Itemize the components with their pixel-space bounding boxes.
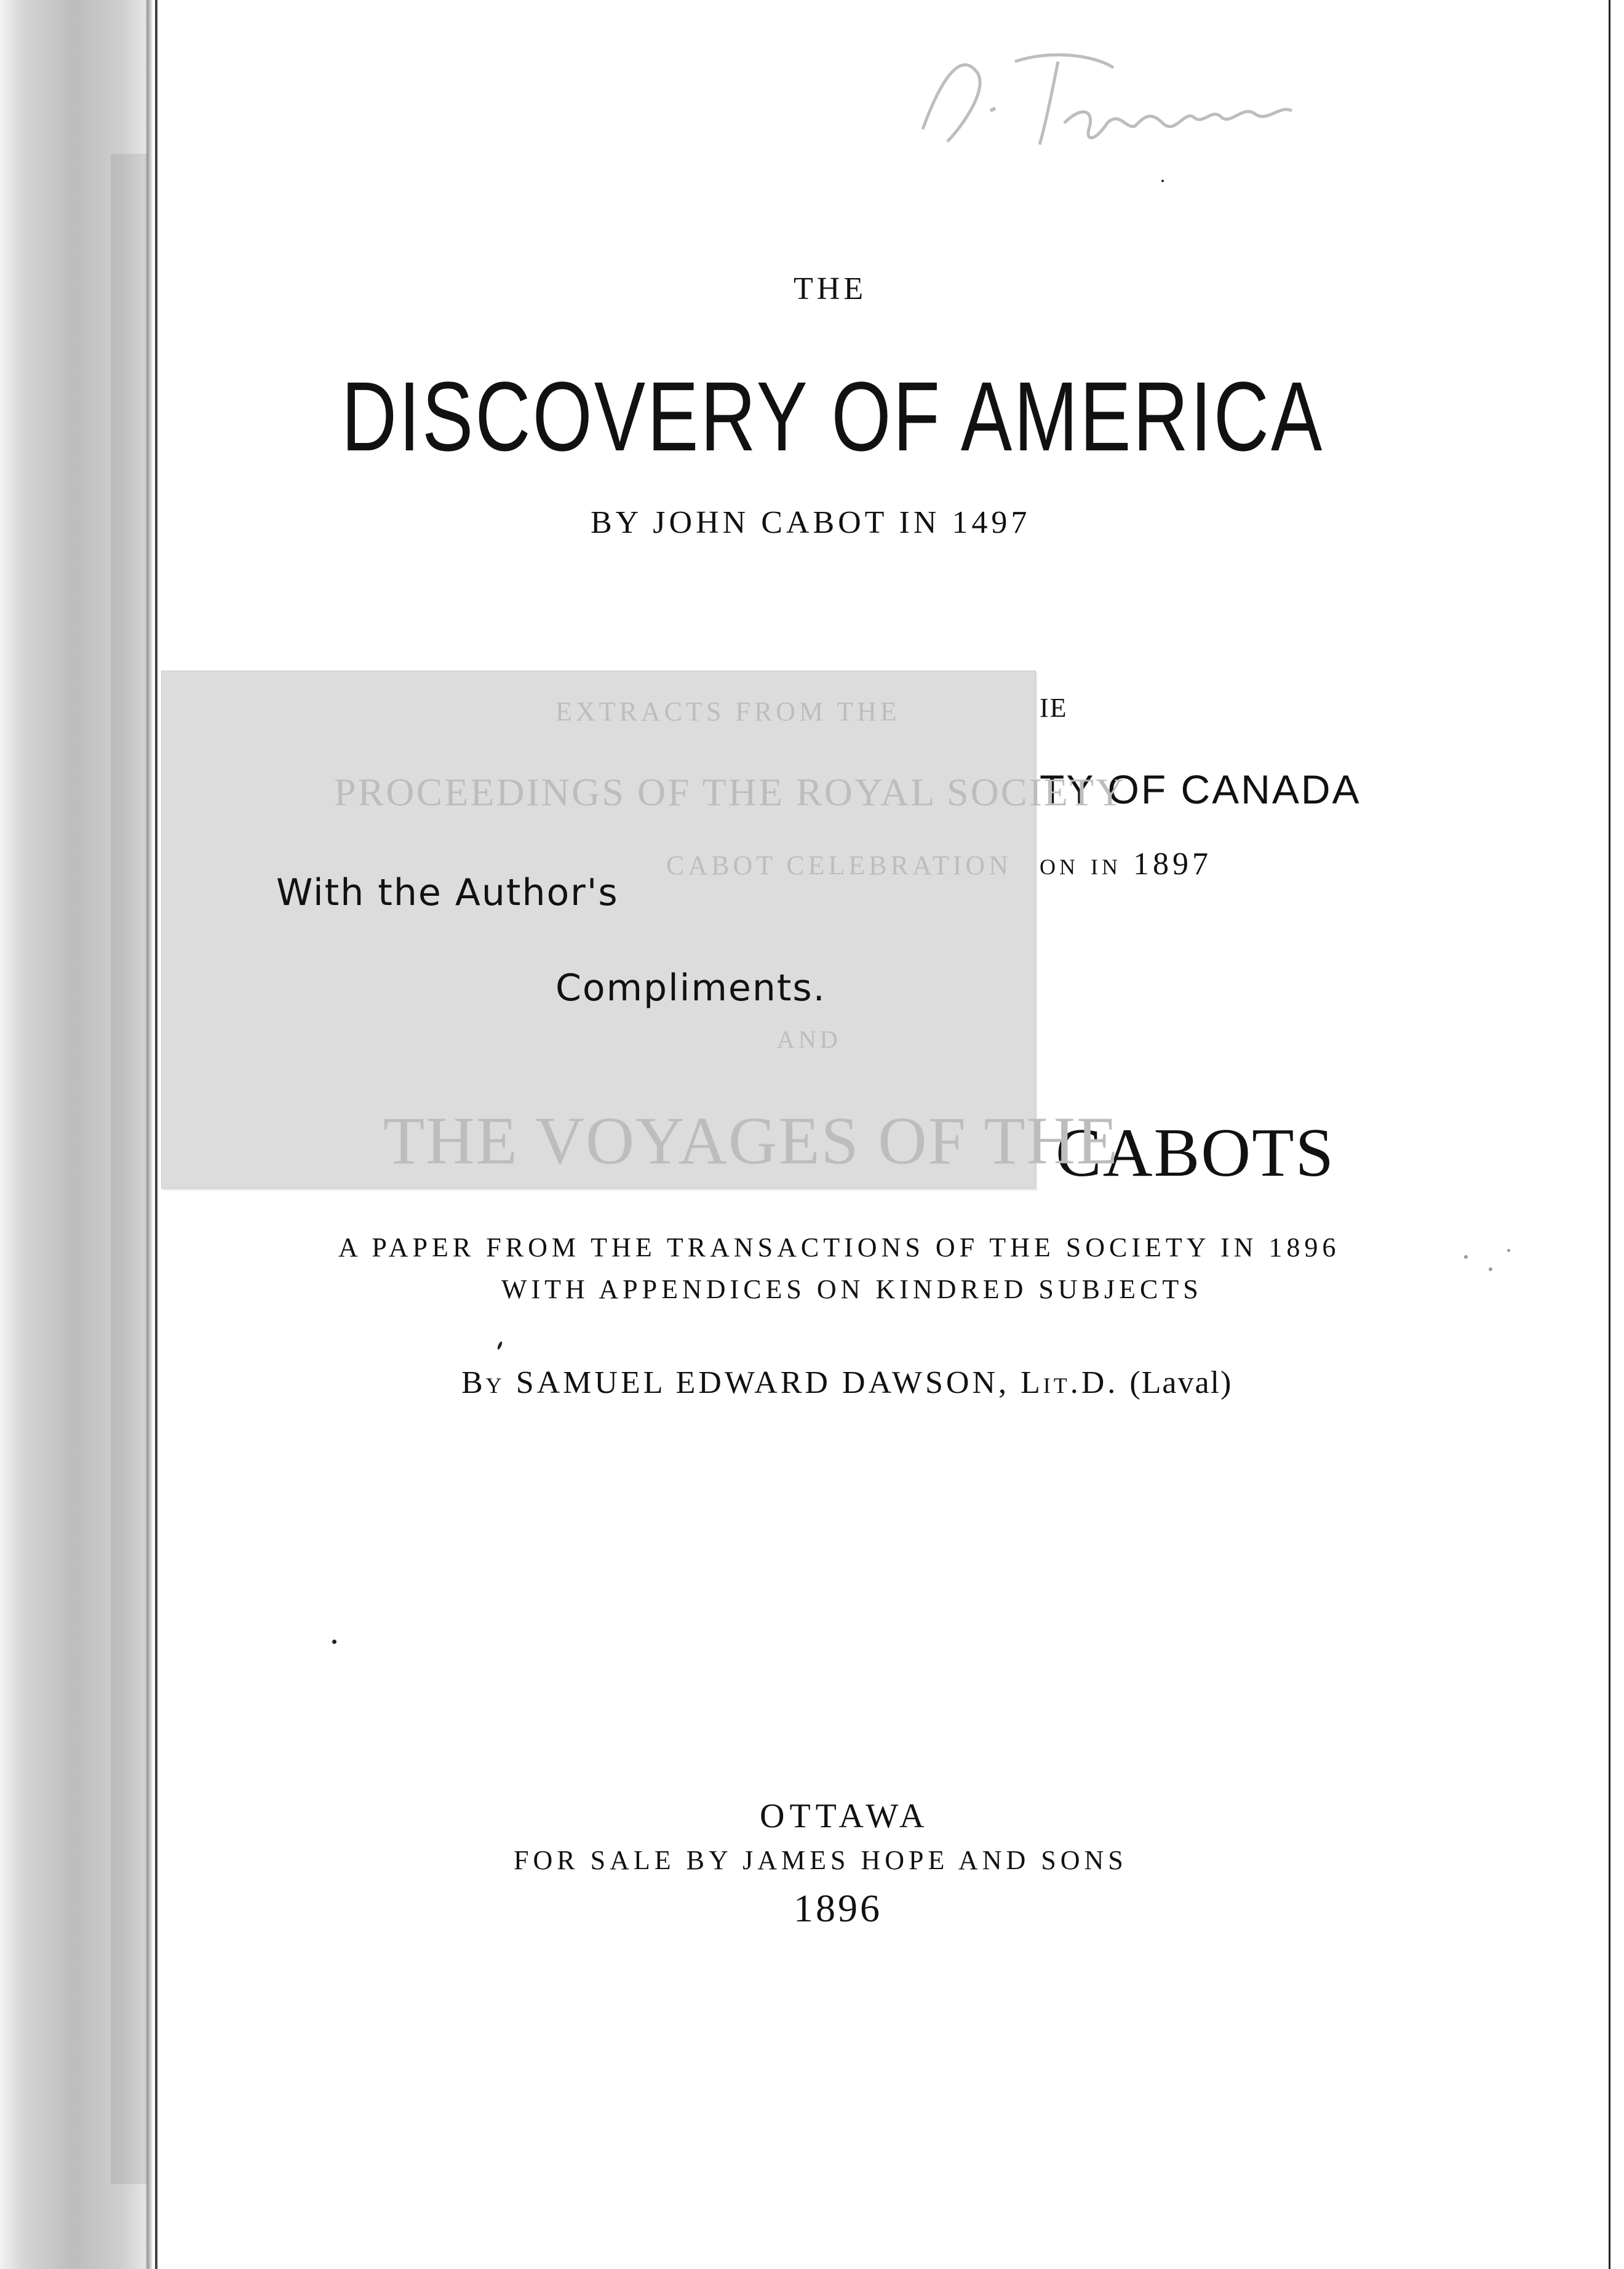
author-line — [461, 1365, 1232, 1401]
ghost-proceedings: PROCEEDINGS OF THE ROYAL SOCIETY — [334, 770, 1126, 814]
sticker-line-authors: With the Author's — [276, 871, 619, 914]
paper-line-1: A PAPER FROM THE TRANSACTIONS OF THE SOCIETY IN 1896 — [338, 1232, 1340, 1262]
imprint-publisher: FOR SALE BY JAMES HOPE AND SONS — [514, 1845, 1128, 1875]
scan-speck — [332, 1640, 336, 1644]
handwritten-signature — [910, 37, 1304, 160]
paper-line-2: WITH APPENDICES ON KINDRED SUBJECTS — [501, 1274, 1203, 1304]
scan-speck — [1161, 180, 1164, 182]
main-title: DISCOVERY OF AMERICA — [341, 361, 1324, 471]
ghost-and: AND — [777, 1026, 842, 1053]
author-by: By — [461, 1365, 505, 1400]
scan-speck — [496, 1341, 503, 1350]
author-name: SAMUEL EDWARD DAWSON, — [515, 1365, 1010, 1400]
byline: BY JOHN CABOT IN 1497 — [591, 505, 1031, 540]
author-degree: Lit.D. — [1021, 1365, 1119, 1400]
sticker-line-compliments: Compliments. — [555, 967, 826, 1010]
binding-edge — [0, 0, 153, 2269]
right-edge-line — [1609, 0, 1610, 2269]
page-edge-line — [155, 0, 157, 2269]
imprint-city: OTTAWA — [760, 1797, 929, 1835]
imprint-year: 1896 — [794, 1886, 882, 1930]
ghost-voyages: THE VOYAGES OF THE — [383, 1103, 1120, 1178]
scan-speck — [1507, 1249, 1510, 1252]
ghost-extract: EXTRACTS FROM THE — [555, 696, 901, 727]
society-fragment-text: TY OF CANADA — [1040, 767, 1361, 812]
celebration-fragment: on in 1897 — [1040, 847, 1212, 882]
ghost-celebration: CABOT CELEBRATION — [666, 850, 1012, 880]
cabots-fragment-text: CABOTS — [1056, 1115, 1335, 1191]
author-place: (Laval) — [1129, 1365, 1233, 1400]
the-fragment: IE — [1040, 693, 1068, 723]
scan-speck — [1489, 1267, 1492, 1271]
scan-speck — [1464, 1255, 1468, 1259]
title-article: THE — [794, 271, 867, 306]
